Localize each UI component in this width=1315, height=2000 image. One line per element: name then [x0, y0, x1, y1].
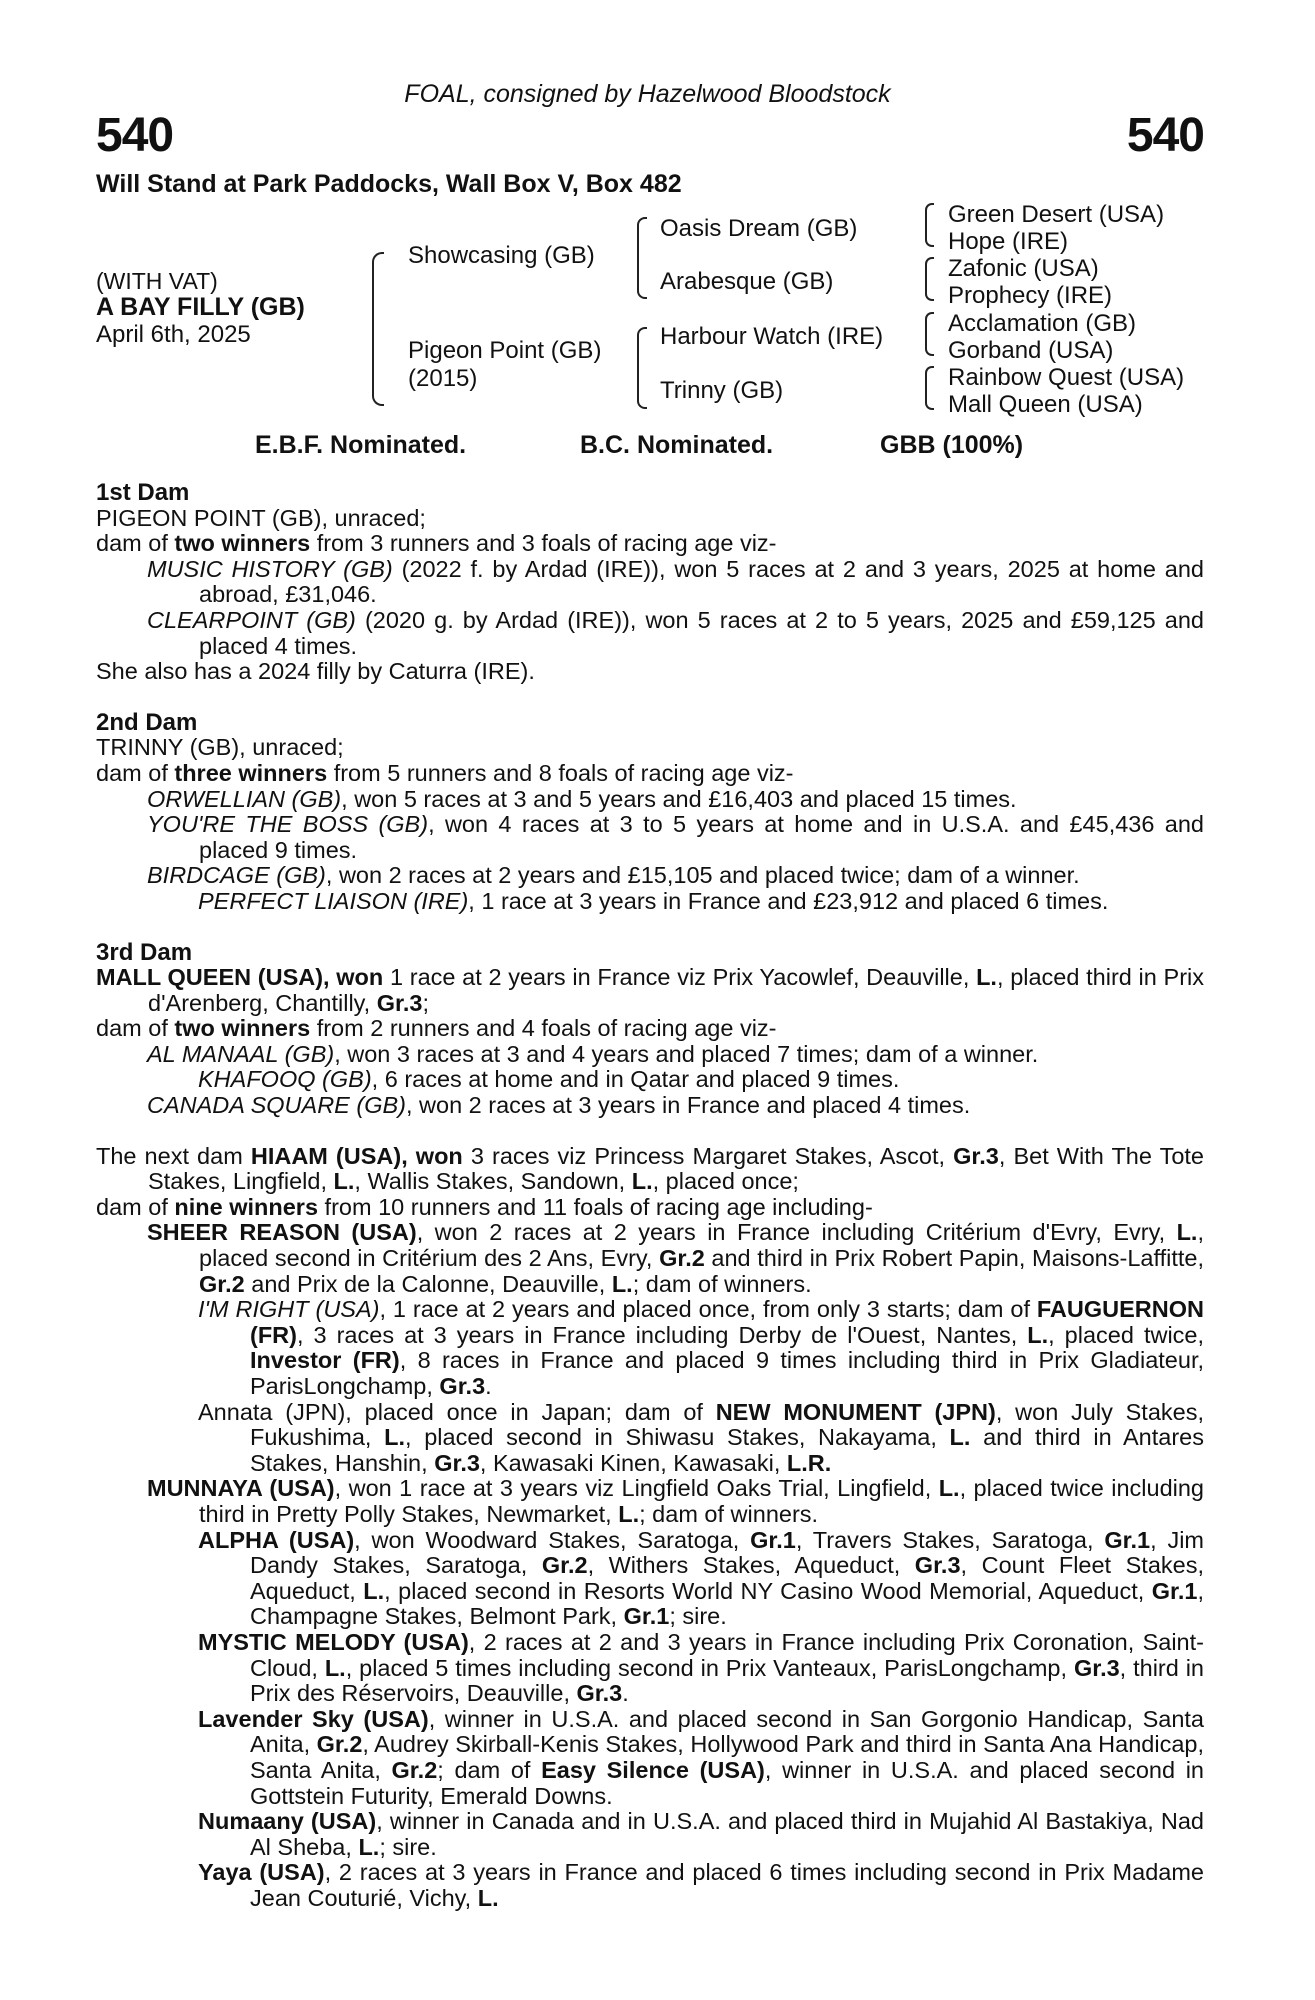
third-dam-produce-line: dam of two winners from 2 runners and 4 foals of racing age viz-: [96, 1015, 777, 1042]
pedigree-sire: Showcasing (GB): [408, 242, 595, 269]
pedigree-brace-sire: [637, 217, 647, 299]
pedigree-sdd: Prophecy (IRE): [948, 282, 1113, 309]
lot-number-left: 540: [96, 109, 174, 162]
pedigree-brace-ds: [925, 312, 934, 356]
produce-entry: BIRDCAGE (GB), won 2 races at 2 years and £15,105 and placed twice; dam of a winner.: [147, 862, 1080, 889]
produce-entry: MUSIC HISTORY (GB) (2022 f. by Ardad (IRE)), won 5 races at 2 and 3 years, 2025 at home and abroad, £31,046.: [147, 555, 1204, 608]
first-dam-note: She also has a 2024 filly by Caturra (IRE).: [96, 658, 535, 685]
pedigree-brace-main: [372, 252, 384, 406]
pedigree-dss: Acclamation (GB): [948, 310, 1137, 337]
second-dam-produce-line: dam of three winners from 5 runners and 8 foals of racing age viz-: [96, 759, 794, 786]
pedigree-dam-year: (2015): [408, 365, 478, 392]
third-dam-heading: 3rd Dam: [96, 938, 193, 966]
next-dam-line: The next dam HIAAM (USA), won 3 races viz Princess Margaret Stakes, Ascot, Gr.3, Bet With The Tote Stakes, Lingfield, L., Wallis Stakes, Sandown, L., placed once;: [96, 1142, 1204, 1195]
pedigree-dam-sire: Harbour Watch (IRE): [660, 323, 884, 350]
pedigree-brace-dam: [637, 327, 647, 409]
catalogue-text: [96, 480, 1204, 1911]
pedigree-sire-dam: Arabesque (GB): [660, 268, 834, 295]
third-dam-line: MALL QUEEN (USA), won 1 race at 2 years in France viz Prix Yacowlef, Deauville, L., placed third in Prix d'Arenberg, Chantilly, Gr.3;: [96, 964, 1205, 1016]
produce-entry: ORWELLIAN (GB), won 5 races at 3 and 5 years and £16,403 and placed 15 times.: [147, 785, 1017, 812]
produce-entry: Annata (JPN), placed once in Japan; dam of NEW MONUMENT (JPN), won July Stakes, Fukushima, L., placed second in Shiwasu Stakes, Nakayama, L. and third in Antares Stakes, Hanshin, Gr.3, Kawasaki Kinen, Kawasaki, L.R.: [198, 1398, 1204, 1476]
pedigree-brace-sd: [925, 257, 934, 301]
stand-location: Will Stand at Park Paddocks, Wall Box V, Box 482: [96, 170, 682, 198]
pedigree-ssd: Hope (IRE): [948, 228, 1069, 255]
gbb-percentage: GBB (100%): [880, 431, 1024, 459]
produce-entry: CLEARPOINT (GB) (2020 g. by Ardad (IRE)), won 5 races at 2 to 5 years, 2025 and £59,125 and placed 4 times.: [147, 606, 1204, 659]
first-dam-line: PIGEON POINT (GB), unraced;: [96, 504, 426, 531]
pedigree-sire-sire: Oasis Dream (GB): [660, 215, 858, 242]
pedigree-brace-ss: [925, 203, 934, 247]
first-dam-produce-line: dam of two winners from 3 runners and 3 foals of racing age viz-: [96, 530, 777, 557]
pedigree-brace-dd: [925, 366, 934, 410]
produce-entry: MUNNAYA (USA), won 1 race at 3 years viz Lingfield Oaks Trial, Lingfield, L., placed twice including third in Pretty Polly Stakes, Newmarket, L.; dam of winners.: [147, 1475, 1205, 1527]
pedigree-dsd: Gorband (USA): [948, 337, 1114, 364]
produce-entry: I'M RIGHT (USA), 1 race at 2 years and placed once, from only 3 starts; dam of FAUGUERNON (FR), 3 races at 3 years in France including Derby de l'Ouest, Nantes, L., placed twice, Investor (FR), 8 races in France and placed 9 times including third in Prix Gladiateur, ParisLongchamp, Gr.3.: [198, 1296, 1205, 1399]
produce-entry: MYSTIC MELODY (USA), 2 races at 2 and 3 years in France including Prix Coronation, Saint-Cloud, L., placed 5 times including second in Prix Vanteaux, ParisLongchamp, Gr.3, third in Prix des Réservoirs, Deauville, Gr.3.: [198, 1628, 1204, 1707]
produce-entry: Lavender Sky (USA), winner in U.S.A. and placed second in San Gorgonio Handicap, Santa Anita, Gr.2, Audrey Skirball-Kenis Stakes, Hollywood Park and third in Santa Ana Handicap, Santa Anita, Gr.2; dam of Easy Silence (USA), winner in U.S.A. and placed second in Gottstein Futurity, Emerald Downs.: [198, 1705, 1204, 1809]
second-dam-line: TRINNY (GB), unraced;: [96, 734, 344, 761]
vat-note: (WITH VAT): [96, 268, 218, 294]
produce-entry: PERFECT LIAISON (IRE), 1 race at 3 years in France and £23,912 and placed 6 times.: [198, 887, 1109, 914]
produce-entry: ALPHA (USA), won Woodward Stakes, Saratoga, Gr.1, Travers Stakes, Saratoga, Gr.1, Jim Dandy Stakes, Saratoga, Gr.2, Withers Stakes, Aqueduct, Gr.3, Count Fleet Stakes, Aqueduct, L., placed second in Resorts World NY Casino Wood Memorial, Aqueduct, Gr.1, Champagne Stakes, Belmont Park, Gr.1; sire.: [198, 1526, 1204, 1630]
pedigree-dds: Rainbow Quest (USA): [948, 364, 1185, 391]
produce-entry: SHEER REASON (USA), won 2 races at 2 years in France including Critérium d'Evry, Evry, L., placed second in Critérium des 2 Ans, Evry, Gr.2 and third in Prix Robert Papin, Maisons-Laffitte, Gr.2 and Prix de la Calonne, Deauville, L.; dam of winners.: [147, 1219, 1204, 1297]
produce-entry: KHAFOOQ (GB), 6 races at home and in Qatar and placed 9 times.: [198, 1066, 900, 1093]
produce-entry: Numaany (USA), winner in Canada and in U.S.A. and placed third in Mujahid Al Bastakiya, Nad Al Sheba, L.; sire.: [198, 1808, 1204, 1860]
pedigree-sss: Green Desert (USA): [948, 201, 1165, 228]
pedigree-ddd: Mall Queen (USA): [948, 391, 1143, 418]
produce-entry: AL MANAAL (GB), won 3 races at 3 and 4 years and placed 7 times; dam of a winner.: [147, 1040, 1039, 1067]
horse-dob: April 6th, 2025: [96, 321, 251, 348]
pedigree-sds: Zafonic (USA): [948, 255, 1099, 282]
second-dam-heading: 2nd Dam: [96, 708, 198, 736]
horse-name: A BAY FILLY (GB): [96, 293, 305, 321]
pedigree-dam: Pigeon Point (GB): [408, 337, 602, 364]
pedigree-dam-dam: Trinny (GB): [660, 377, 784, 404]
produce-entry: Yaya (USA), 2 races at 3 years in France and placed 6 times including second in Prix Madame Jean Couturié, Vichy, L.: [198, 1859, 1204, 1911]
produce-entry: CANADA SQUARE (GB), won 2 races at 3 years in France and placed 4 times.: [147, 1092, 971, 1119]
consignor-line: FOAL, consigned by Hazelwood Bloodstock: [404, 80, 891, 108]
lot-number-right: 540: [1126, 109, 1204, 162]
bc-nominated: B.C. Nominated.: [580, 431, 774, 459]
ebf-nominated: E.B.F. Nominated.: [255, 431, 467, 459]
produce-entry: YOU'RE THE BOSS (GB), won 4 races at 3 to 5 years at home and in U.S.A. and £45,436 and placed 9 times.: [147, 811, 1204, 863]
next-dam-produce-line: dam of nine winners from 10 runners and 11 foals of racing age including-: [96, 1193, 873, 1220]
first-dam-heading: 1st Dam: [96, 479, 190, 506]
